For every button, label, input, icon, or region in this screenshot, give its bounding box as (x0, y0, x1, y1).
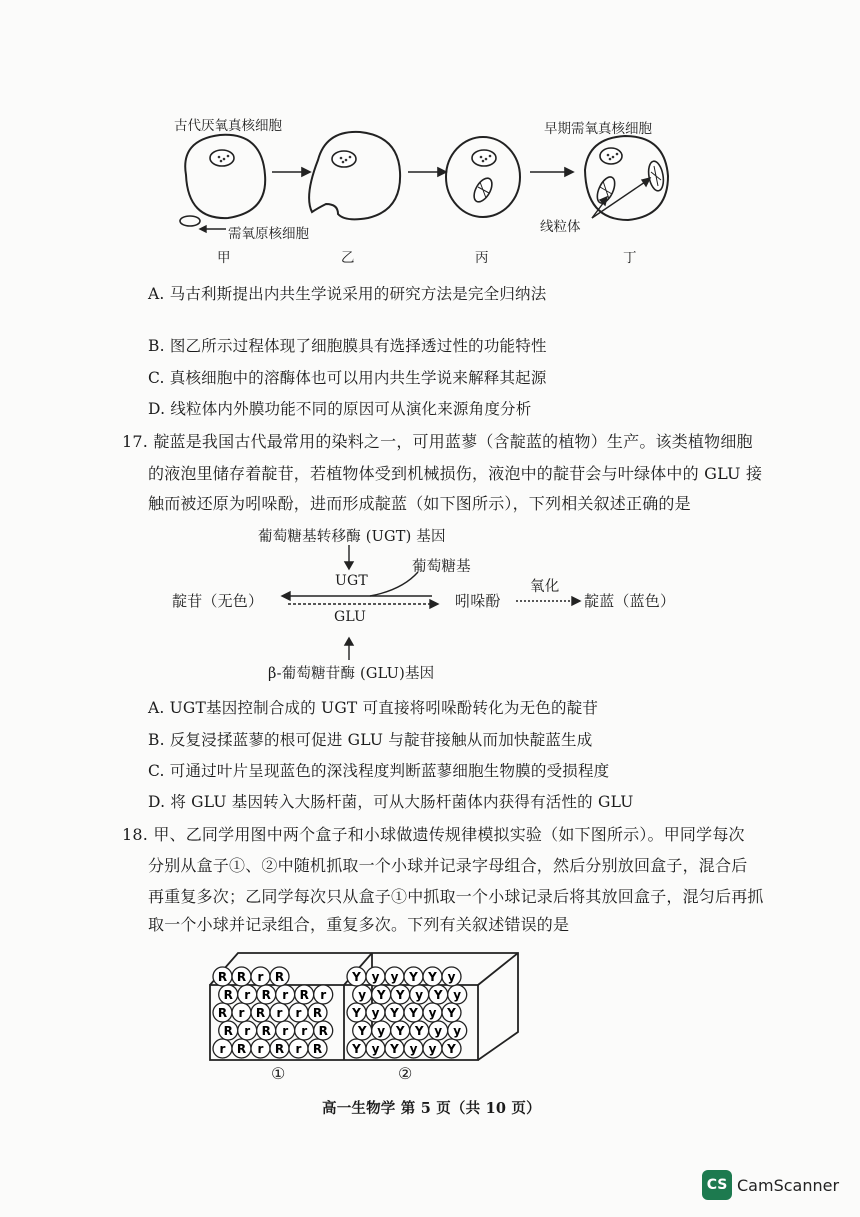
box2-ball-letter: Y (428, 970, 437, 984)
box1-ball (257, 1021, 276, 1040)
label-aerobic-prokaryote: 需氧原核细胞 (228, 226, 309, 242)
box2-ball (391, 1021, 410, 1040)
box2-ball (429, 985, 448, 1004)
box2-ball (442, 967, 461, 986)
box1-ball (270, 967, 289, 986)
box2-ball (372, 1021, 391, 1040)
box2-ball (423, 967, 442, 986)
box2-ball-letter: y (371, 1006, 380, 1020)
box2-ball-letter: Y (395, 1024, 405, 1038)
box1-ball (238, 985, 257, 1004)
box2-ball-letter: Y (357, 1024, 367, 1038)
q17-stem-line-2: 的液泡里储存着靛苷，若植物体受到机械损伤，液泡中的靛苷会与叶绿体中的 GLU 接 (148, 464, 763, 483)
q17-stem-line-3: 触而被还原为吲哚酚，进而形成靛蓝（如下图所示），下列相关叙述正确的是 (148, 494, 691, 513)
box1-ball-letter: r (295, 1042, 302, 1056)
box1-ball (289, 1039, 308, 1058)
box1-ball (308, 1039, 327, 1058)
box2-balls (347, 967, 467, 1058)
box1-ball (251, 1003, 270, 1022)
indican-label: 靛苷（无色） (172, 592, 264, 610)
box1-ball (251, 967, 270, 986)
box1-ball-letter: r (244, 988, 251, 1002)
box1-ball (276, 985, 295, 1004)
box1-ball (213, 1039, 232, 1058)
page-footer: 高一生物学 第 5 页（共 10 页） (322, 1100, 541, 1117)
ugt-gene-label: 葡萄糖基转移酶 (UGT) 基因 (258, 529, 446, 545)
label-early-aerobic-eukaryote: 早期需氧真核细胞 (544, 121, 652, 137)
box2-ball-letter: Y (390, 1042, 399, 1056)
box2-ball-letter: y (453, 1024, 462, 1038)
box2-ball-letter: y (377, 1024, 386, 1038)
box2-ball-letter: Y (395, 988, 405, 1002)
box2-ball-letter: y (428, 1042, 437, 1056)
label-ancient-anaerobic-eukaryote: 古代厌氧真核细胞 (174, 118, 282, 134)
box2-ball-letter: Y (433, 988, 443, 1002)
box1-ball-letter: R (261, 988, 271, 1002)
box2-ball-letter: Y (447, 1006, 456, 1020)
box1-ball-letter: R (217, 1006, 228, 1020)
box1-ball (270, 1003, 289, 1022)
q16-option-d: D. 线粒体内外膜功能不同的原因可从演化来源角度分析 (148, 400, 532, 418)
box2-ball (429, 1021, 448, 1040)
q17-option-a: A. UGT基因控制合成的 UGT 可直接将吲哚酚转化为无色的靛苷 (148, 699, 599, 717)
stage-label-ding: 丁 (623, 250, 637, 266)
box2-ball (404, 1039, 423, 1058)
q17-option-d: D. 将 GLU 基因转入大肠杆菌，可从大肠杆菌体内获得有活性的 GLU (148, 793, 634, 811)
box2-ball (442, 1003, 461, 1022)
glu-enzyme-label: GLU (334, 609, 367, 625)
box2-ball-letter: Y (447, 1042, 456, 1056)
box1-ball (219, 985, 238, 1004)
box2-ball (385, 967, 404, 986)
box2-ball-letter: Y (409, 970, 418, 984)
box1-ball (232, 967, 251, 986)
box1-ball-letter: R (255, 1006, 266, 1020)
q17-option-b: B. 反复浸揉蓝蓼的根可促进 GLU 与靛苷接触从而加快靛蓝生成 (148, 731, 593, 749)
box1-ball (238, 1021, 257, 1040)
box1-ball (314, 985, 333, 1004)
stage-label-yi: 乙 (341, 250, 355, 266)
box1-ball (308, 1003, 327, 1022)
box2-ball-letter: Y (352, 1006, 361, 1020)
box1-ball-letter: R (236, 970, 247, 984)
q18-stem-line-3: 再重复多次；乙同学每次只从盒子①中抓取一个小球记录后将其放回盒子，混匀后再抓 (148, 887, 764, 906)
box2-ball (404, 1003, 423, 1022)
q18-stem-line-1: 18. 甲、乙同学用图中两个盒子和小球做遗传规律模拟实验（如下图所示）。甲同学每次 (122, 825, 745, 844)
box2-ball (353, 1021, 372, 1040)
box2-ball-letter: Y (390, 1006, 399, 1020)
box2-ball-letter: y (409, 1042, 418, 1056)
q17-stem-line-1: 17. 靛蓝是我国古代最常用的染料之一，可用蓝蓼（含靛蓝的植物）生产。该类植物细胞 (122, 432, 753, 451)
box2-ball (404, 967, 423, 986)
box1-ball-letter: R (223, 1024, 233, 1038)
box2-ball (366, 1039, 385, 1058)
indigo-label: 靛蓝（蓝色） (584, 592, 676, 610)
box2-ball-letter: y (453, 988, 462, 1002)
box2-ball (448, 985, 467, 1004)
box2-ball (391, 985, 410, 1004)
box1-ball-letter: R (261, 1024, 271, 1038)
box1-ball-letter: r (244, 1024, 251, 1038)
box2-ball (366, 967, 385, 986)
box2-ball-letter: y (434, 1024, 443, 1038)
box2-ball (347, 1039, 366, 1058)
box1-ball-letter: R (299, 988, 309, 1002)
q17-option-c: C. 可通过叶片呈现蓝色的深浅程度判断蓝蓼细胞生物膜的受损程度 (148, 762, 610, 780)
box2-ball (410, 1021, 429, 1040)
box1-ball-letter: R (223, 988, 233, 1002)
box1-ball-letter: r (219, 1042, 226, 1056)
box1-ball (213, 1003, 232, 1022)
box2-ball (448, 1021, 467, 1040)
box1-ball-letter: r (301, 1024, 308, 1038)
box1-ball-letter: r (257, 970, 264, 984)
box2-ball (423, 1039, 442, 1058)
box2-ball-letter: Y (352, 1042, 361, 1056)
q16-option-b: B. 图乙所示过程体现了细胞膜具有选择透过性的功能特性 (148, 337, 547, 355)
box1-ball-letter: R (274, 1042, 285, 1056)
box2-ball-letter: Y (414, 1024, 424, 1038)
box2-ball (385, 1003, 404, 1022)
box1-ball-letter: R (236, 1042, 247, 1056)
box1-ball (276, 1021, 295, 1040)
q16-option-c: C. 真核细胞中的溶酶体也可以用内共生学说来解释其起源 (148, 369, 547, 387)
box1-ball-letter: r (282, 1024, 289, 1038)
box2-ball (423, 1003, 442, 1022)
box2-ball (353, 985, 372, 1004)
box1-ball-letter: R (312, 1006, 323, 1020)
box1-ball (219, 1021, 238, 1040)
q16-option-a: A. 马古利斯提出内共生学说采用的研究方法是完全归纳法 (148, 285, 547, 303)
box2-ball-letter: y (447, 970, 456, 984)
box1-ball-letter: R (274, 970, 285, 984)
camscanner-logo-icon: CS (702, 1170, 732, 1200)
box1-ball (232, 1003, 251, 1022)
box1-ball (289, 1003, 308, 1022)
box2-ball-letter: y (358, 988, 367, 1002)
box1-ball (232, 1039, 251, 1058)
box2-ball (366, 1003, 385, 1022)
box2-ball (442, 1039, 461, 1058)
q18-stem-line-2: 分别从盒子①、②中随机抓取一个小球并记录字母组合，然后分别放回盒子，混合后 (148, 856, 748, 875)
box2-ball (372, 985, 391, 1004)
box2-ball (347, 1003, 366, 1022)
box2-ball (410, 985, 429, 1004)
box2-ball-letter: y (371, 970, 380, 984)
oxidation-label: 氧化 (530, 579, 560, 595)
box1-ball-letter: R (318, 1024, 328, 1038)
box1-ball (295, 1021, 314, 1040)
box1-ball-letter: r (295, 1006, 302, 1020)
label-mitochondria: 线粒体 (540, 219, 581, 235)
box1-ball (251, 1039, 270, 1058)
box1-ball-letter: r (238, 1006, 245, 1020)
box2-ball (385, 1039, 404, 1058)
box1-ball (257, 985, 276, 1004)
box2-label: ② (398, 1064, 413, 1083)
box2-ball-letter: y (428, 1006, 437, 1020)
box1-ball-letter: r (320, 988, 327, 1002)
box1-ball-letter: r (276, 1006, 283, 1020)
box2-ball-letter: Y (376, 988, 386, 1002)
camscanner-wordmark: CamScanner (737, 1176, 840, 1195)
box1-ball-letter: R (312, 1042, 323, 1056)
stage-label-jia: 甲 (217, 250, 231, 266)
box2-ball (347, 967, 366, 986)
stage-label-bing: 丙 (475, 250, 489, 266)
box1-ball (295, 985, 314, 1004)
glucosyl-label: 葡萄糖基 (412, 559, 471, 575)
q18-stem-line-4: 取一个小球并记录组合，重复多次。下列有关叙述错误的是 (148, 915, 570, 934)
box1-ball (213, 967, 232, 986)
box1-ball-letter: r (257, 1042, 264, 1056)
box1-ball-letter: R (217, 970, 228, 984)
box2-ball-letter: y (390, 970, 399, 984)
box1-ball (270, 1039, 289, 1058)
box2-ball-letter: y (415, 988, 424, 1002)
box1-label: ① (271, 1064, 286, 1083)
box2-ball-letter: Y (409, 1006, 418, 1020)
box2-ball-letter: Y (352, 970, 361, 984)
box1-ball (314, 1021, 333, 1040)
indoxyl-label: 吲哚酚 (455, 592, 501, 610)
box1-ball-letter: r (282, 988, 289, 1002)
glu-gene-label: β-葡萄糖苷酶 (GLU)基因 (268, 666, 435, 682)
box1-balls (213, 967, 333, 1058)
ugt-enzyme-label: UGT (335, 573, 368, 589)
box2-ball-letter: y (371, 1042, 380, 1056)
